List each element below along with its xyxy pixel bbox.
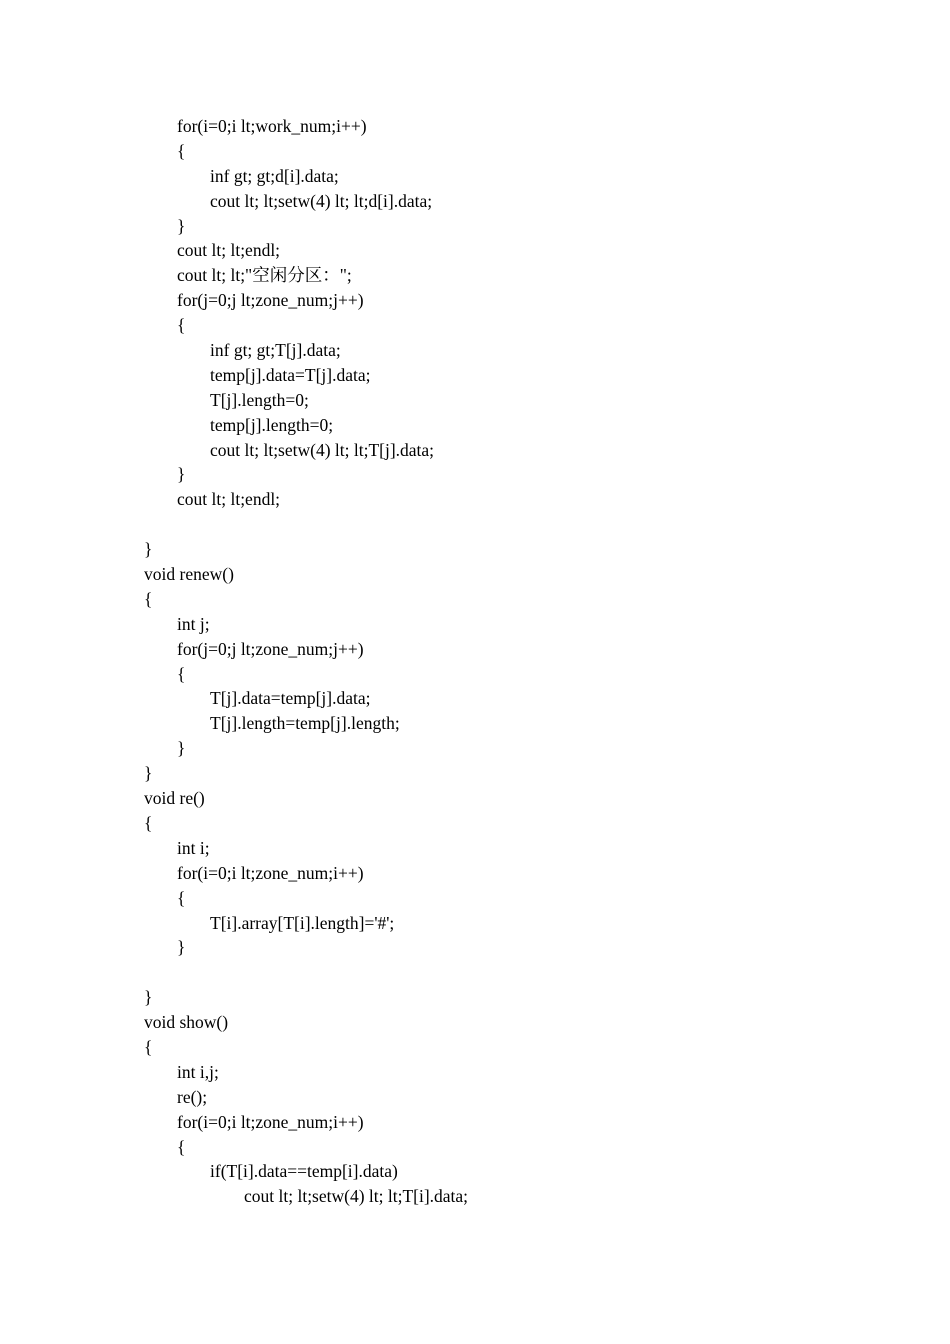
code-line: int j; <box>177 613 210 634</box>
code-line: T[j].data=temp[j].data; <box>210 688 371 709</box>
code-line: { <box>144 588 153 609</box>
blank-line <box>144 960 468 985</box>
code-line: for(i=0;i lt;zone_num;i++) <box>177 1111 364 1132</box>
code-line: } <box>144 763 153 784</box>
code-line: { <box>177 887 186 908</box>
code-line: temp[j].length=0; <box>210 414 334 435</box>
code-line: cout lt; lt;endl; <box>177 489 281 510</box>
code-line: { <box>177 315 186 336</box>
code-line: { <box>177 1136 186 1157</box>
code-line: T[j].length=temp[j].length; <box>210 713 400 734</box>
code-line: } <box>177 937 186 958</box>
code-line: } <box>144 987 153 1008</box>
code-line: cout lt; lt;setw(4) lt; lt;T[i].data; <box>244 1186 469 1207</box>
code-line: for(j=0;j lt;zone_num;j++) <box>177 290 364 311</box>
code-line: int i; <box>177 837 210 858</box>
code-line: { <box>177 140 186 161</box>
code-line: for(i=0;i lt;zone_num;i++) <box>177 862 364 883</box>
code-line: for(j=0;j lt;zone_num;j++) <box>177 638 364 659</box>
code-line: } <box>177 215 186 236</box>
code-line: void show() <box>144 1012 229 1033</box>
code-line: if(T[i].data==temp[i].data) <box>210 1161 398 1182</box>
code-line: temp[j].data=T[j].data; <box>210 364 371 385</box>
code-line: { <box>144 812 153 833</box>
code-line: int i,j; <box>177 1061 219 1082</box>
code-line: cout lt; lt;setw(4) lt; lt;d[i].data; <box>210 190 433 211</box>
blank-line <box>144 512 468 537</box>
code-line: T[j].length=0; <box>210 389 309 410</box>
code-line: inf gt; gt;T[j].data; <box>210 340 341 361</box>
code-line: void re() <box>144 788 205 809</box>
code-line: void renew() <box>144 564 234 585</box>
code-line: { <box>177 663 186 684</box>
code-line: cout lt; lt;"空闲分区："; <box>177 265 352 286</box>
code-line: } <box>177 738 186 759</box>
code-line: } <box>177 464 186 485</box>
code-line: inf gt; gt;d[i].data; <box>210 165 339 186</box>
code-line: { <box>144 1036 153 1057</box>
code-line: T[i].array[T[i].length]='#'; <box>210 912 395 933</box>
code-line: for(i=0;i lt;work_num;i++) <box>177 116 367 136</box>
code-listing <box>144 114 468 1209</box>
code-line: cout lt; lt;setw(4) lt; lt;T[j].data; <box>210 439 435 460</box>
code-line: re(); <box>177 1086 208 1107</box>
code-line: } <box>144 539 153 560</box>
code-line: cout lt; lt;endl; <box>177 240 281 261</box>
